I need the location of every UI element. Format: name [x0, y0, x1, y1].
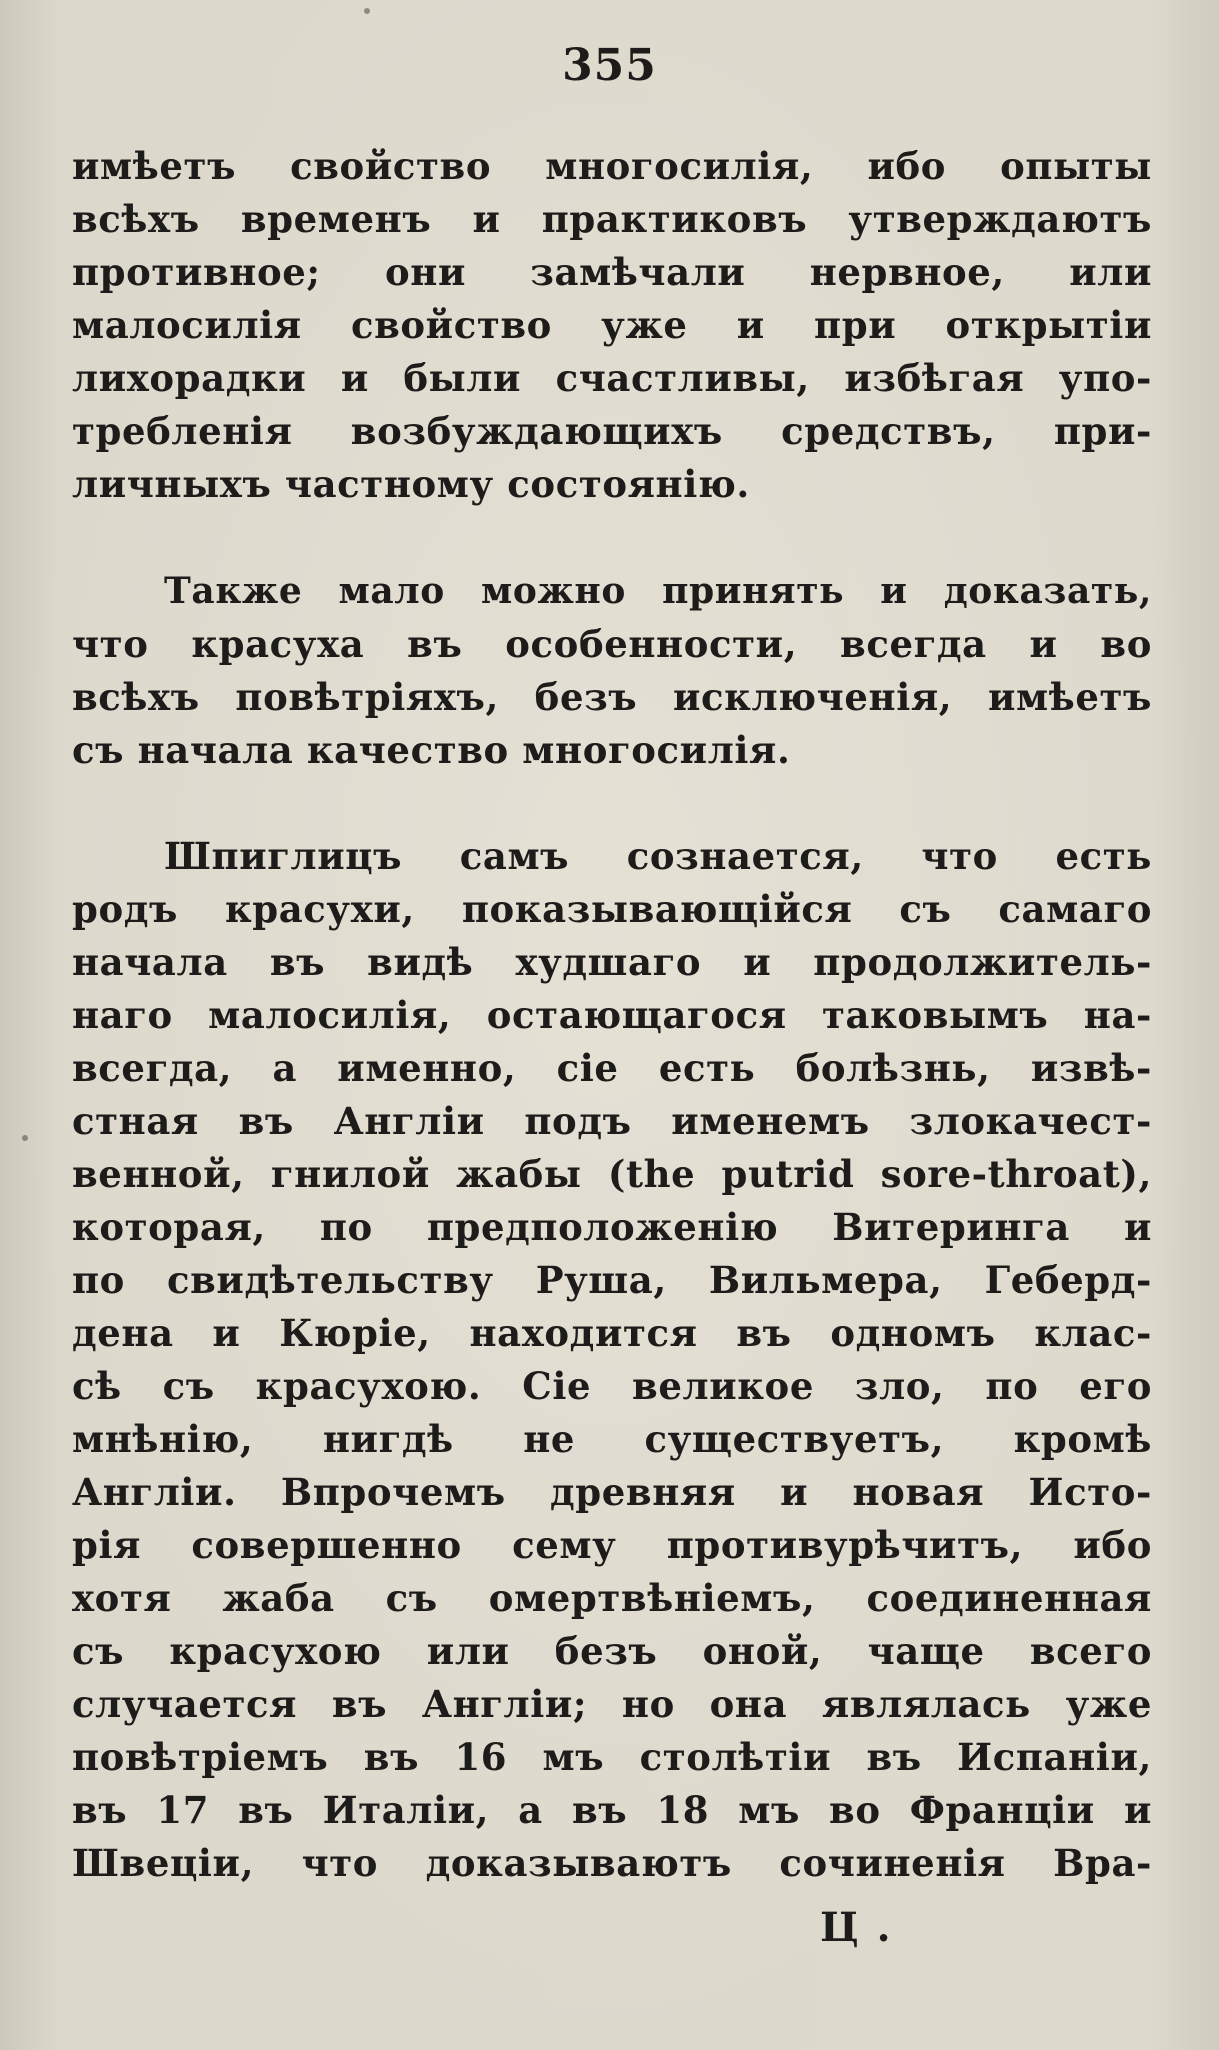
- text-line: съ красухою или безъ оной, чаще всего: [72, 1629, 1152, 1673]
- text-line: всѣхъ повѣтріяхъ, безъ исключенія, имѣетъ: [72, 675, 1152, 719]
- text-line: родъ красухи, показывающійся съ самаго: [72, 887, 1152, 931]
- text-line: лихорадки и были счастливы, избѣгая упо-: [72, 356, 1152, 400]
- text-line: Также мало можно принять и доказать,: [164, 570, 1152, 612]
- text-line: Англіи. Впрочемъ древняя и новая Исто-: [72, 1470, 1152, 1514]
- paper-speck: [364, 8, 370, 14]
- text-line: по свидѣтельству Руша, Вильмера, Геберд-: [72, 1258, 1152, 1302]
- text-line: венной, гнилой жабы (the putrid sore-throat),: [72, 1152, 1152, 1196]
- paragraph-2: [72, 565, 1152, 777]
- paragraph-1: [72, 140, 1152, 511]
- page-number: 355: [562, 40, 657, 91]
- text-line: требленія возбуждающихъ средствъ, при-: [72, 409, 1152, 453]
- text-line: начала въ видѣ худшаго и продолжитель-: [72, 940, 1152, 984]
- text-line: личныхъ частному состоянію.: [72, 462, 750, 506]
- text-line: хотя жаба съ омертвѣніемъ, соединенная: [72, 1576, 1152, 1620]
- text-line: которая, по предположенію Витеринга и: [72, 1205, 1152, 1249]
- text-line: случается въ Англіи; но она являлась уже: [72, 1682, 1152, 1726]
- text-line: Швеціи, что доказываютъ сочиненія Вра-: [72, 1841, 1152, 1885]
- text-line: мнѣнію, нигдѣ не существуетъ, кромѣ: [72, 1417, 1152, 1461]
- text-line: наго малосилія, остающагося таковымъ на-: [72, 993, 1152, 1037]
- text-line: всегда, а именно, сіе есть болѣзнь, извѣ-: [72, 1046, 1152, 1090]
- text-line: повѣтріемъ въ 16 мъ столѣтіи въ Испаніи,: [72, 1735, 1152, 1779]
- text-line: дена и Кюріе, находится въ одномъ клас-: [72, 1311, 1152, 1355]
- text-line: рія совершенно сему противурѣчитъ, ибо: [72, 1523, 1152, 1567]
- text-line: что красуха въ особенности, всегда и во: [72, 622, 1152, 666]
- text-line: стная въ Англіи подъ именемъ злокачест-: [72, 1099, 1152, 1143]
- text-line: противное; они замѣчали нервное, или: [72, 250, 1152, 294]
- paragraph-3: [72, 830, 1152, 1890]
- text-line: Шпиглицъ самъ сознается, что есть: [164, 834, 1152, 878]
- text-line: малосилія свойство уже и при открытіи: [72, 303, 1152, 347]
- paper-speck: [22, 1135, 28, 1141]
- text-line: всѣхъ временъ и практиковъ утверждаютъ: [72, 197, 1152, 241]
- text-line: съ начала качество многосилія.: [72, 728, 791, 772]
- text-line: имѣетъ свойство многосилія, ибо опыты: [72, 144, 1152, 188]
- text-line: сѣ съ красухою. Сіе великое зло, по его: [72, 1364, 1152, 1408]
- text-line: въ 17 въ Италіи, а въ 18 мъ во Франціи и: [72, 1788, 1152, 1832]
- catchword: Ц.: [820, 1904, 909, 1951]
